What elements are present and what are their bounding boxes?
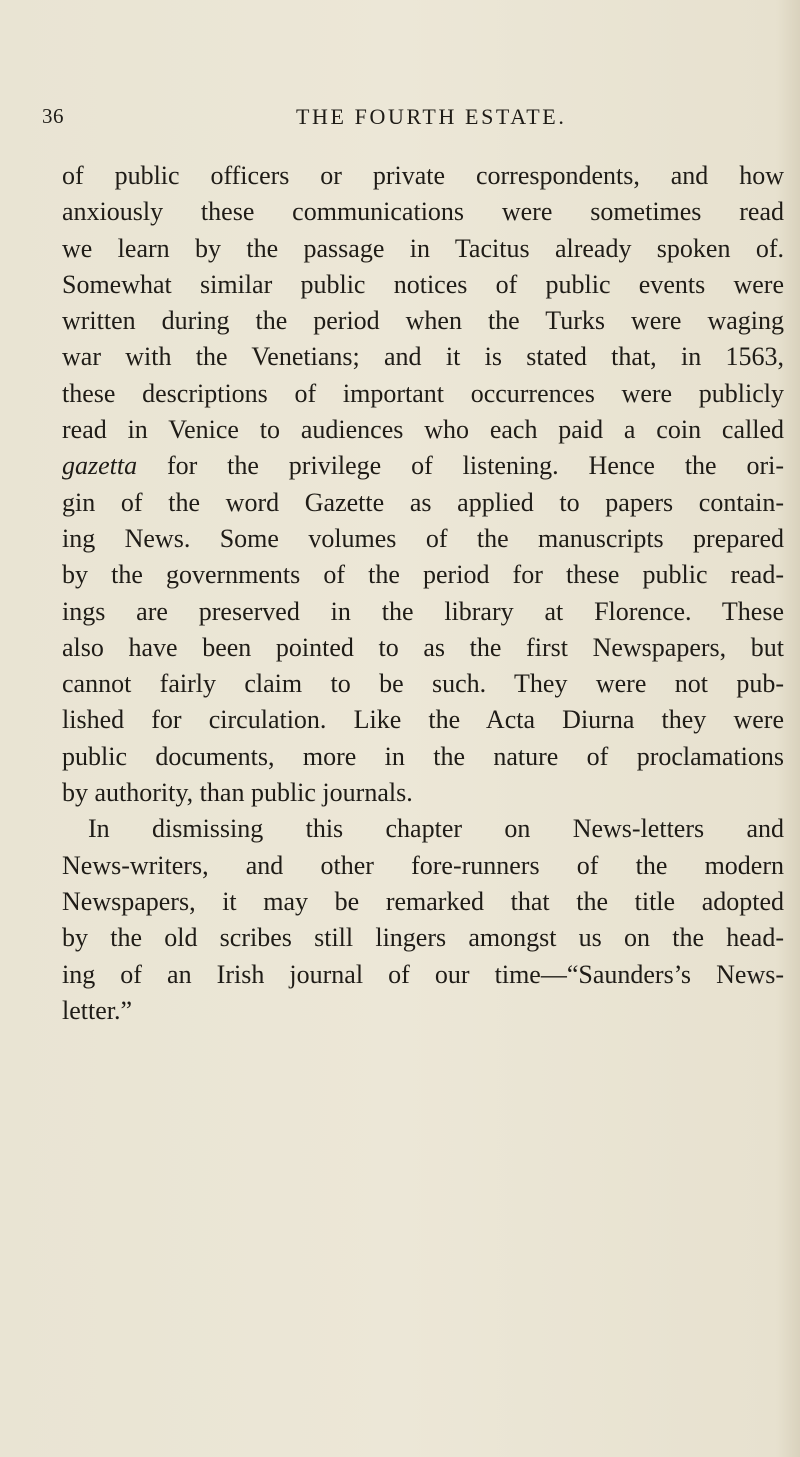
text-line: read in Venice to audiences who each paid a coin called (62, 415, 784, 445)
text-line: we learn by the passage in Tacitus already spoken of. (62, 233, 784, 263)
running-head: THE FOURTH ESTATE. (296, 104, 567, 129)
text-line: by the governments of the period for these public read- (62, 560, 784, 590)
text-line: also have been pointed to as the first Newspapers, but (62, 632, 784, 662)
italic-term: gazetta (62, 451, 138, 481)
text-line: gin of the word Gazette as applied to papers contain- (62, 487, 784, 517)
text-line: written during the period when the Turks were waging (62, 306, 784, 336)
body-text (62, 158, 784, 1029)
paragraph-end-line: by authority, than public journals. (62, 778, 413, 808)
text-line: public documents, more in the nature of proclamations (62, 741, 784, 771)
text-line: cannot fairly claim to be such. They were not pub- (62, 669, 784, 699)
text-line-with-italic: gazetta for the privilege of listening. Hence the ori- (62, 451, 784, 481)
text-line: lished for circulation. Like the Acta Diurna they were (62, 705, 784, 735)
text-line: Newspapers, it may be remarked that the title adopted (62, 886, 784, 916)
text-line: ing of an Irish journal of our time—“Saunders’s News- (62, 959, 784, 989)
text-line: Somewhat similar public notices of public events were (62, 269, 784, 299)
paragraph-end-line: letter.” (62, 995, 133, 1025)
text-line: these descriptions of important occurrences were publicly (62, 378, 784, 408)
page-number: 36 (42, 104, 64, 128)
text-line: ings are preserved in the library at Florence. These (62, 596, 784, 626)
text-line: war with the Venetians; and it is stated that, in 1563, (62, 342, 784, 372)
text-line: of public officers or private correspondents, and how (62, 161, 784, 190)
text-line: anxiously these communications were sometimes read (62, 197, 784, 227)
text-line: ing News. Some volumes of the manuscripts prepared (62, 523, 784, 553)
text-line: by the old scribes still lingers amongst us on the head- (62, 923, 784, 953)
paragraph-start-line: In dismissing this chapter on News-letters and (88, 814, 784, 844)
text-line: News-writers, and other fore-runners of the modern (62, 850, 784, 880)
